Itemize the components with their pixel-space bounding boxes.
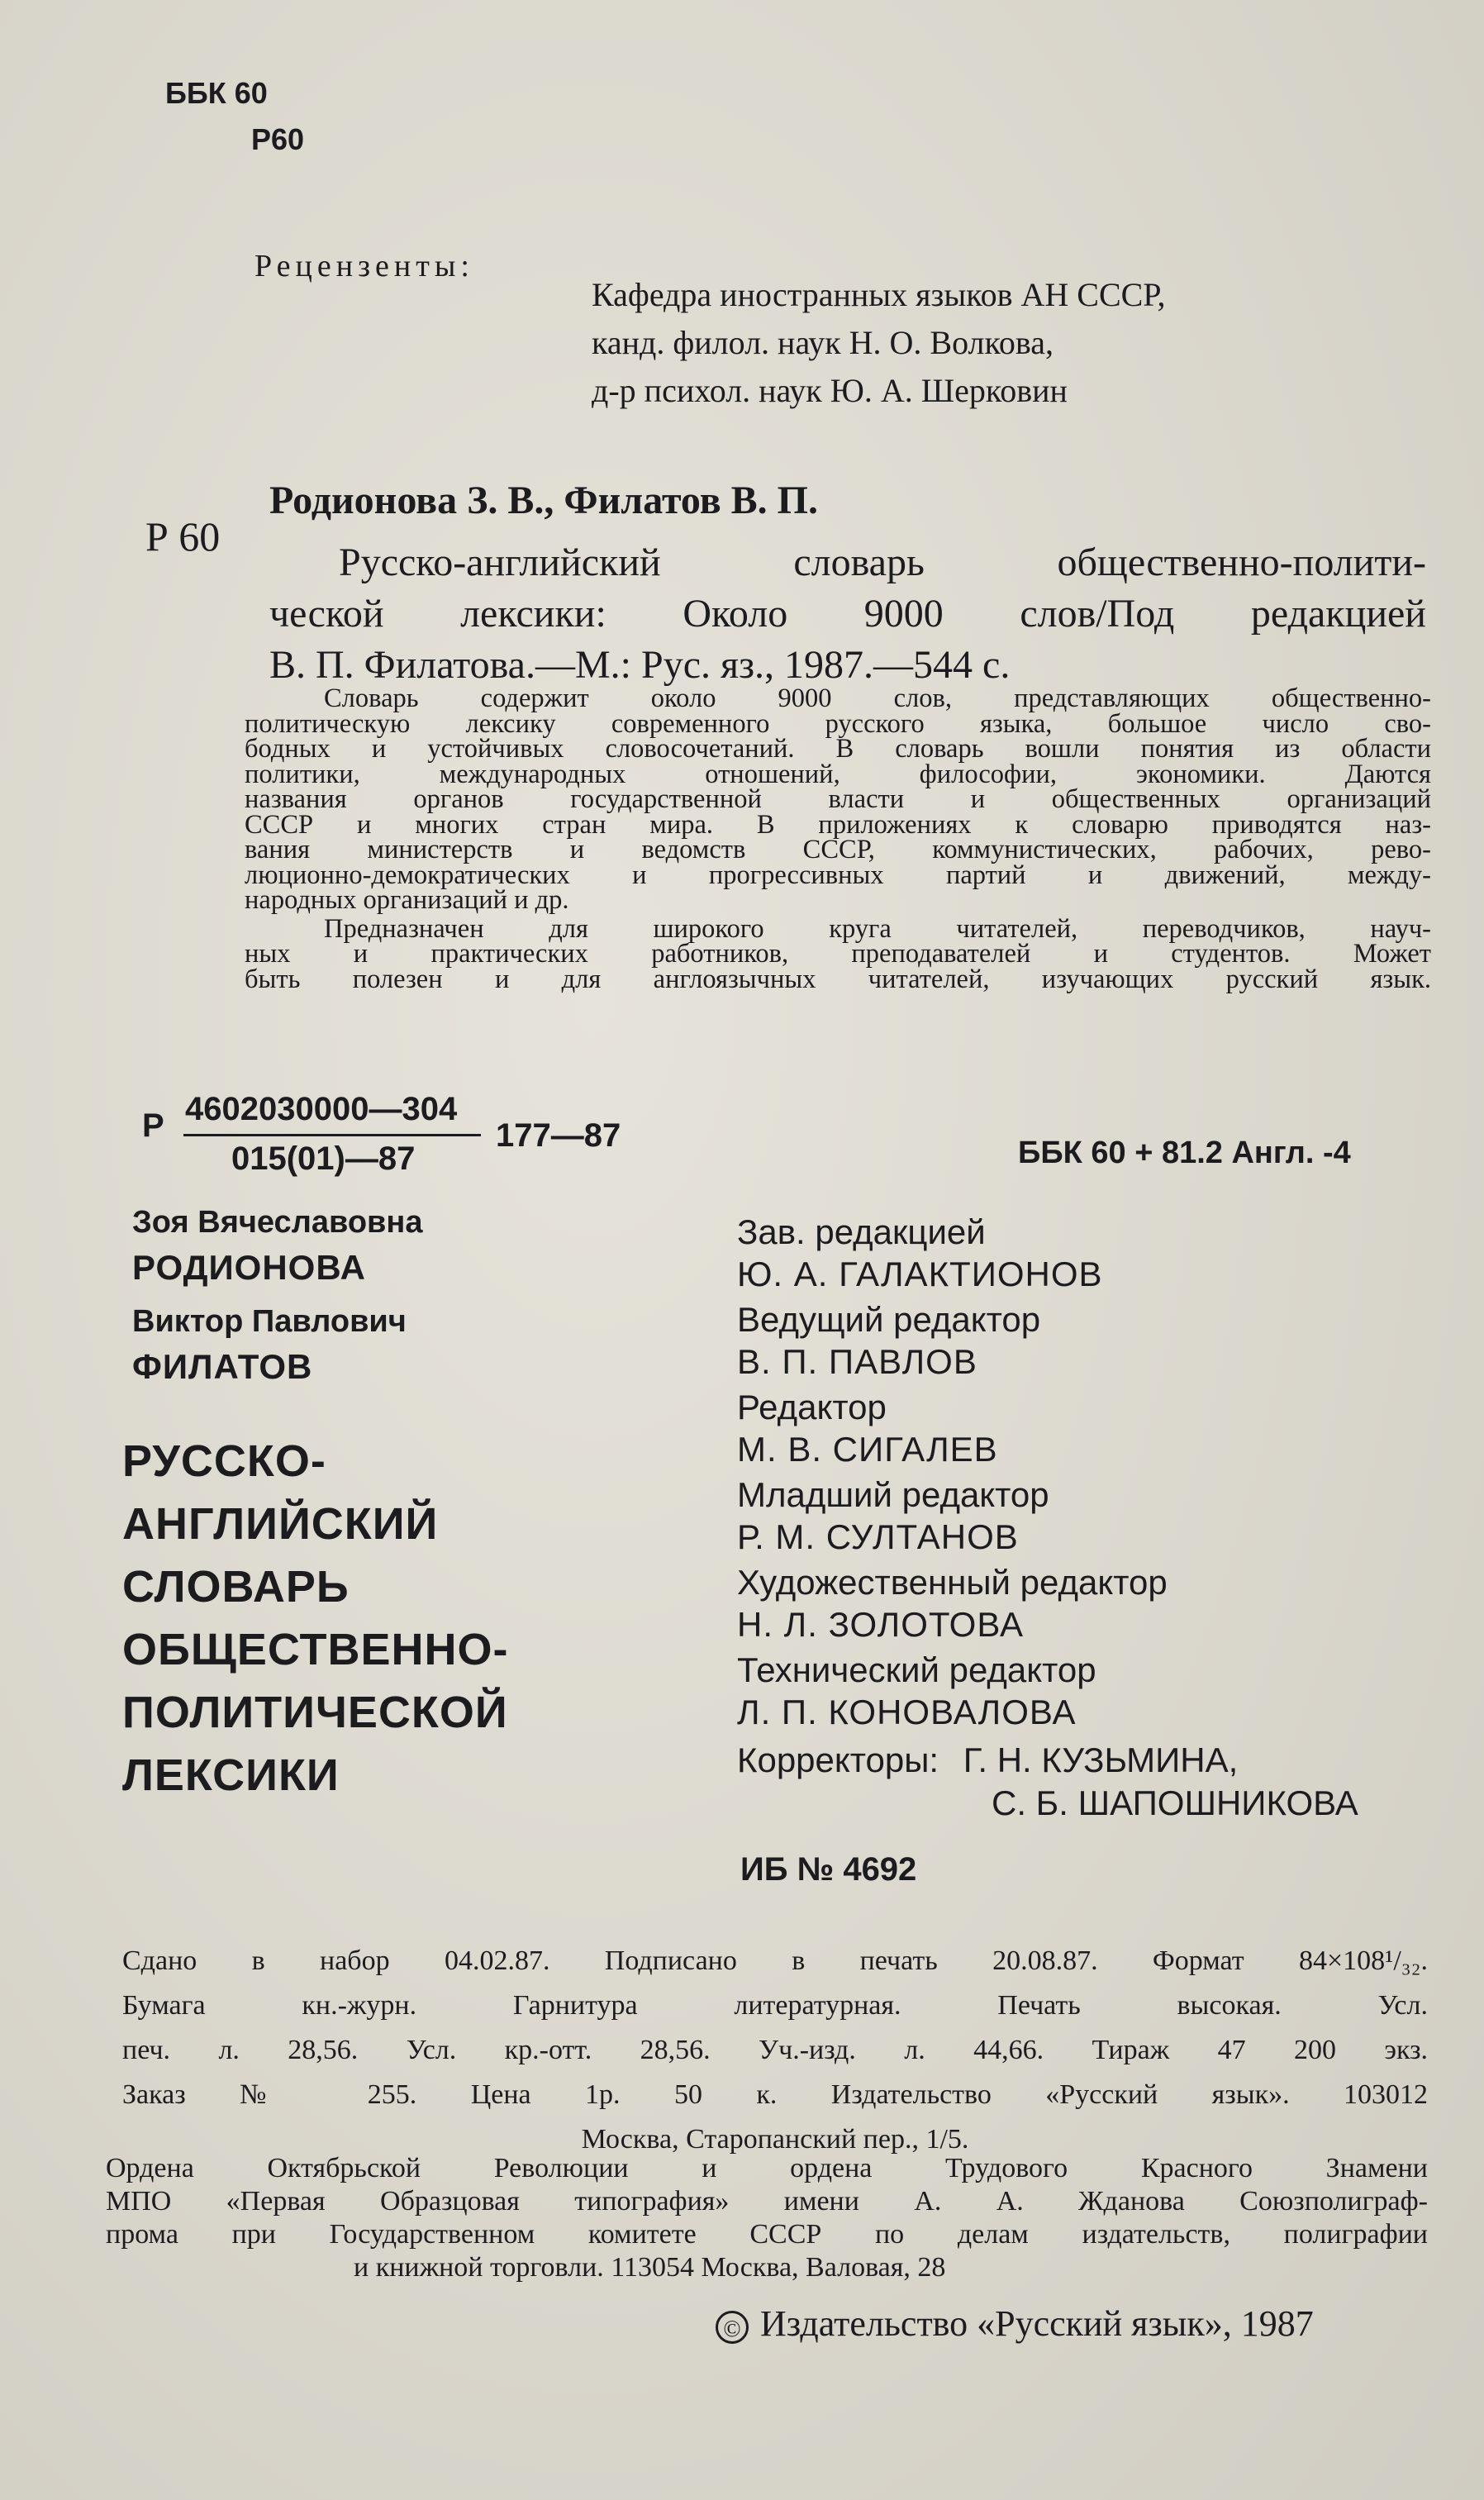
ib-number: ИБ № 4692 [740, 1851, 917, 1888]
reviewer-line: Кафедра иностранных языков АН СССР, [592, 276, 1166, 313]
book-title-line: РУССКО- [122, 1436, 326, 1486]
annotation-line: народных организаций и др. [245, 885, 569, 915]
staff-name: Ю. А. ГАЛАКТИОНОВ [737, 1255, 1103, 1293]
annotation-line: Словарь содержит около 9000 слов, представляющих общественно- [324, 683, 1431, 713]
bbk-code-top: ББК 60 [165, 76, 268, 110]
copyright-icon: © [716, 2311, 749, 2344]
annotation [245, 683, 1431, 994]
title-line: ческой лексики: Около 9000 слов/Под редакцией [269, 592, 1426, 636]
staff-name: Н. Л. ЗОЛОТОВА [737, 1605, 1024, 1644]
author-surname: РОДИОНОВА [132, 1248, 366, 1287]
reviewers-list [592, 271, 1166, 415]
correctors-line [737, 1782, 1358, 1825]
imprint-line: печ. л. 28,56. Усл. кр.-отт. 28,56. Уч.-изд. л. 44,66. Тираж 47 200 экз. [122, 2035, 1428, 2065]
annotation-line: названия органов государственной власти и общественных организаций [245, 784, 1431, 814]
bbk-code-full: ББК 60 + 81.2 Англ. -4 [1018, 1136, 1351, 1170]
staff-role: Ведущий редактор [737, 1300, 1041, 1339]
annotation-line: люционно-демократических и прогрессивных партий и движений, между- [245, 860, 1431, 890]
imprint-line: Бумага кн.-журн. Гарнитура литературная. Печать высокая. Усл. [122, 1990, 1428, 2021]
staff-role: Редактор [737, 1388, 887, 1426]
annotation-line: ных и практических работников, преподавателей и студентов. Может [245, 939, 1431, 969]
staff-name: В. П. ПАВЛОВ [737, 1342, 977, 1381]
editorial-staff [737, 1212, 1168, 1737]
index-code-denominator: 015(01)—87 [231, 1140, 416, 1177]
book-title-line: СЛОВАРЬ [122, 1562, 350, 1612]
book-title-line: ПОЛИТИЧЕСКОЙ [122, 1688, 508, 1737]
printer-line: и книжной торговли. 113054 Москва, Валовая, 28 [354, 2252, 946, 2283]
reviewer-line: д-р психол. наук Ю. А. Шерковин [592, 372, 1068, 409]
index-code-prefix: Р [142, 1107, 164, 1144]
author-surname: ФИЛАТОВ [132, 1347, 313, 1386]
annotation-line: вания министерств и ведомств СССР, коммунистических, рабочих, рево- [245, 835, 1431, 864]
book-title-line: АНГЛИЙСКИЙ [122, 1499, 439, 1549]
index-code-tail: 177—87 [496, 1117, 621, 1154]
printer-info [106, 2152, 1428, 2284]
staff-name: М. В. СИГАЛЕВ [737, 1430, 998, 1469]
index-code-numerator: 4602030000—304 [185, 1091, 458, 1127]
author-mark-side: Р 60 [145, 513, 221, 560]
book-title-line: ЛЕКСИКИ [122, 1750, 340, 1800]
reviewers-label: Рецензенты: [254, 249, 474, 283]
imprint [122, 1939, 1428, 2162]
annotation-line: Предназначен для широкого круга читателей, переводчиков, науч- [324, 913, 1431, 944]
staff-role: Технический редактор [737, 1650, 1096, 1689]
staff-role: Художественный редактор [737, 1563, 1168, 1602]
book-title [122, 1430, 509, 1807]
corrector-name: С. Б. ШАПОШНИКОВА [992, 1783, 1358, 1822]
author-first-name: Виктор Павлович [132, 1304, 407, 1339]
annotation-line: бодных и устойчивых словосочетаний. В словарь вошли понятия из области [245, 734, 1431, 764]
annotation-line: политическую лексику современного русского языка, большое число сво- [245, 708, 1431, 739]
corrector-name: Г. Н. КУЗЬМИНА, [963, 1740, 1239, 1779]
imprint-line: Заказ № 255. Цена 1р. 50 к. Издательство «Русский язык». 103012 [122, 2079, 1428, 2110]
title-line: В. П. Филатова.—М.: Рус. яз., 1987.—544 с. [269, 643, 1011, 687]
reviewer-line: канд. филол. наук Н. О. Волкова, [592, 324, 1054, 361]
copyright-text: Издательство «Русский язык», 1987 [760, 2303, 1314, 2344]
author-mark-top: Р60 [251, 122, 305, 156]
staff-role: Зав. редакцией [737, 1212, 986, 1251]
copyright [716, 2302, 1314, 2345]
printer-line: Ордена Октябрьской Революции и ордена Трудового Красного Знамени [106, 2153, 1428, 2183]
annotation-paragraph-2 [245, 913, 1431, 994]
correctors-line [737, 1739, 1358, 1782]
annotation-line: политики, международных отношений, философии, экономики. Даются [245, 759, 1431, 789]
annotation-line: быть полезен и для англоязычных читателей, изучающих русский язык. [245, 964, 1431, 994]
annotation-line: СССР и многих стран мира. В приложениях к словарю приводятся наз- [245, 809, 1431, 840]
staff-name: Р. М. СУЛТАНОВ [737, 1517, 1019, 1556]
title-line: Русско-английский словарь общественно-полити- [339, 540, 1426, 584]
printer-line: прома при Государственном комитете СССР по делам издательств, полиграфии [106, 2219, 1428, 2250]
authors-heading: Родионова З. В., Филатов В. П. [269, 479, 819, 522]
annotation-paragraph-1 [245, 683, 1431, 915]
correctors-label: Корректоры: [737, 1740, 939, 1779]
bibliographic-title [269, 537, 1426, 691]
correctors [737, 1739, 1358, 1825]
staff-role: Младший редактор [737, 1475, 1049, 1514]
author-first-name: Зоя Вячеславовна [132, 1205, 423, 1240]
book-title-line: ОБЩЕСТВЕННО- [122, 1625, 509, 1674]
imprint-line: Сдано в набор 04.02.87. Подписано в печать 20.08.87. Формат 84×108¹/₃₂. [122, 1945, 1428, 1976]
index-code-fraction-bar [183, 1134, 481, 1136]
staff-name: Л. П. КОНОВАЛОВА [737, 1693, 1077, 1731]
imprint-line: Москва, Старопанский пер., 1/5. [581, 2124, 969, 2155]
printer-line: МПО «Первая Образцовая типография» имени А. А. Жданова Союзполиграф- [106, 2186, 1428, 2217]
